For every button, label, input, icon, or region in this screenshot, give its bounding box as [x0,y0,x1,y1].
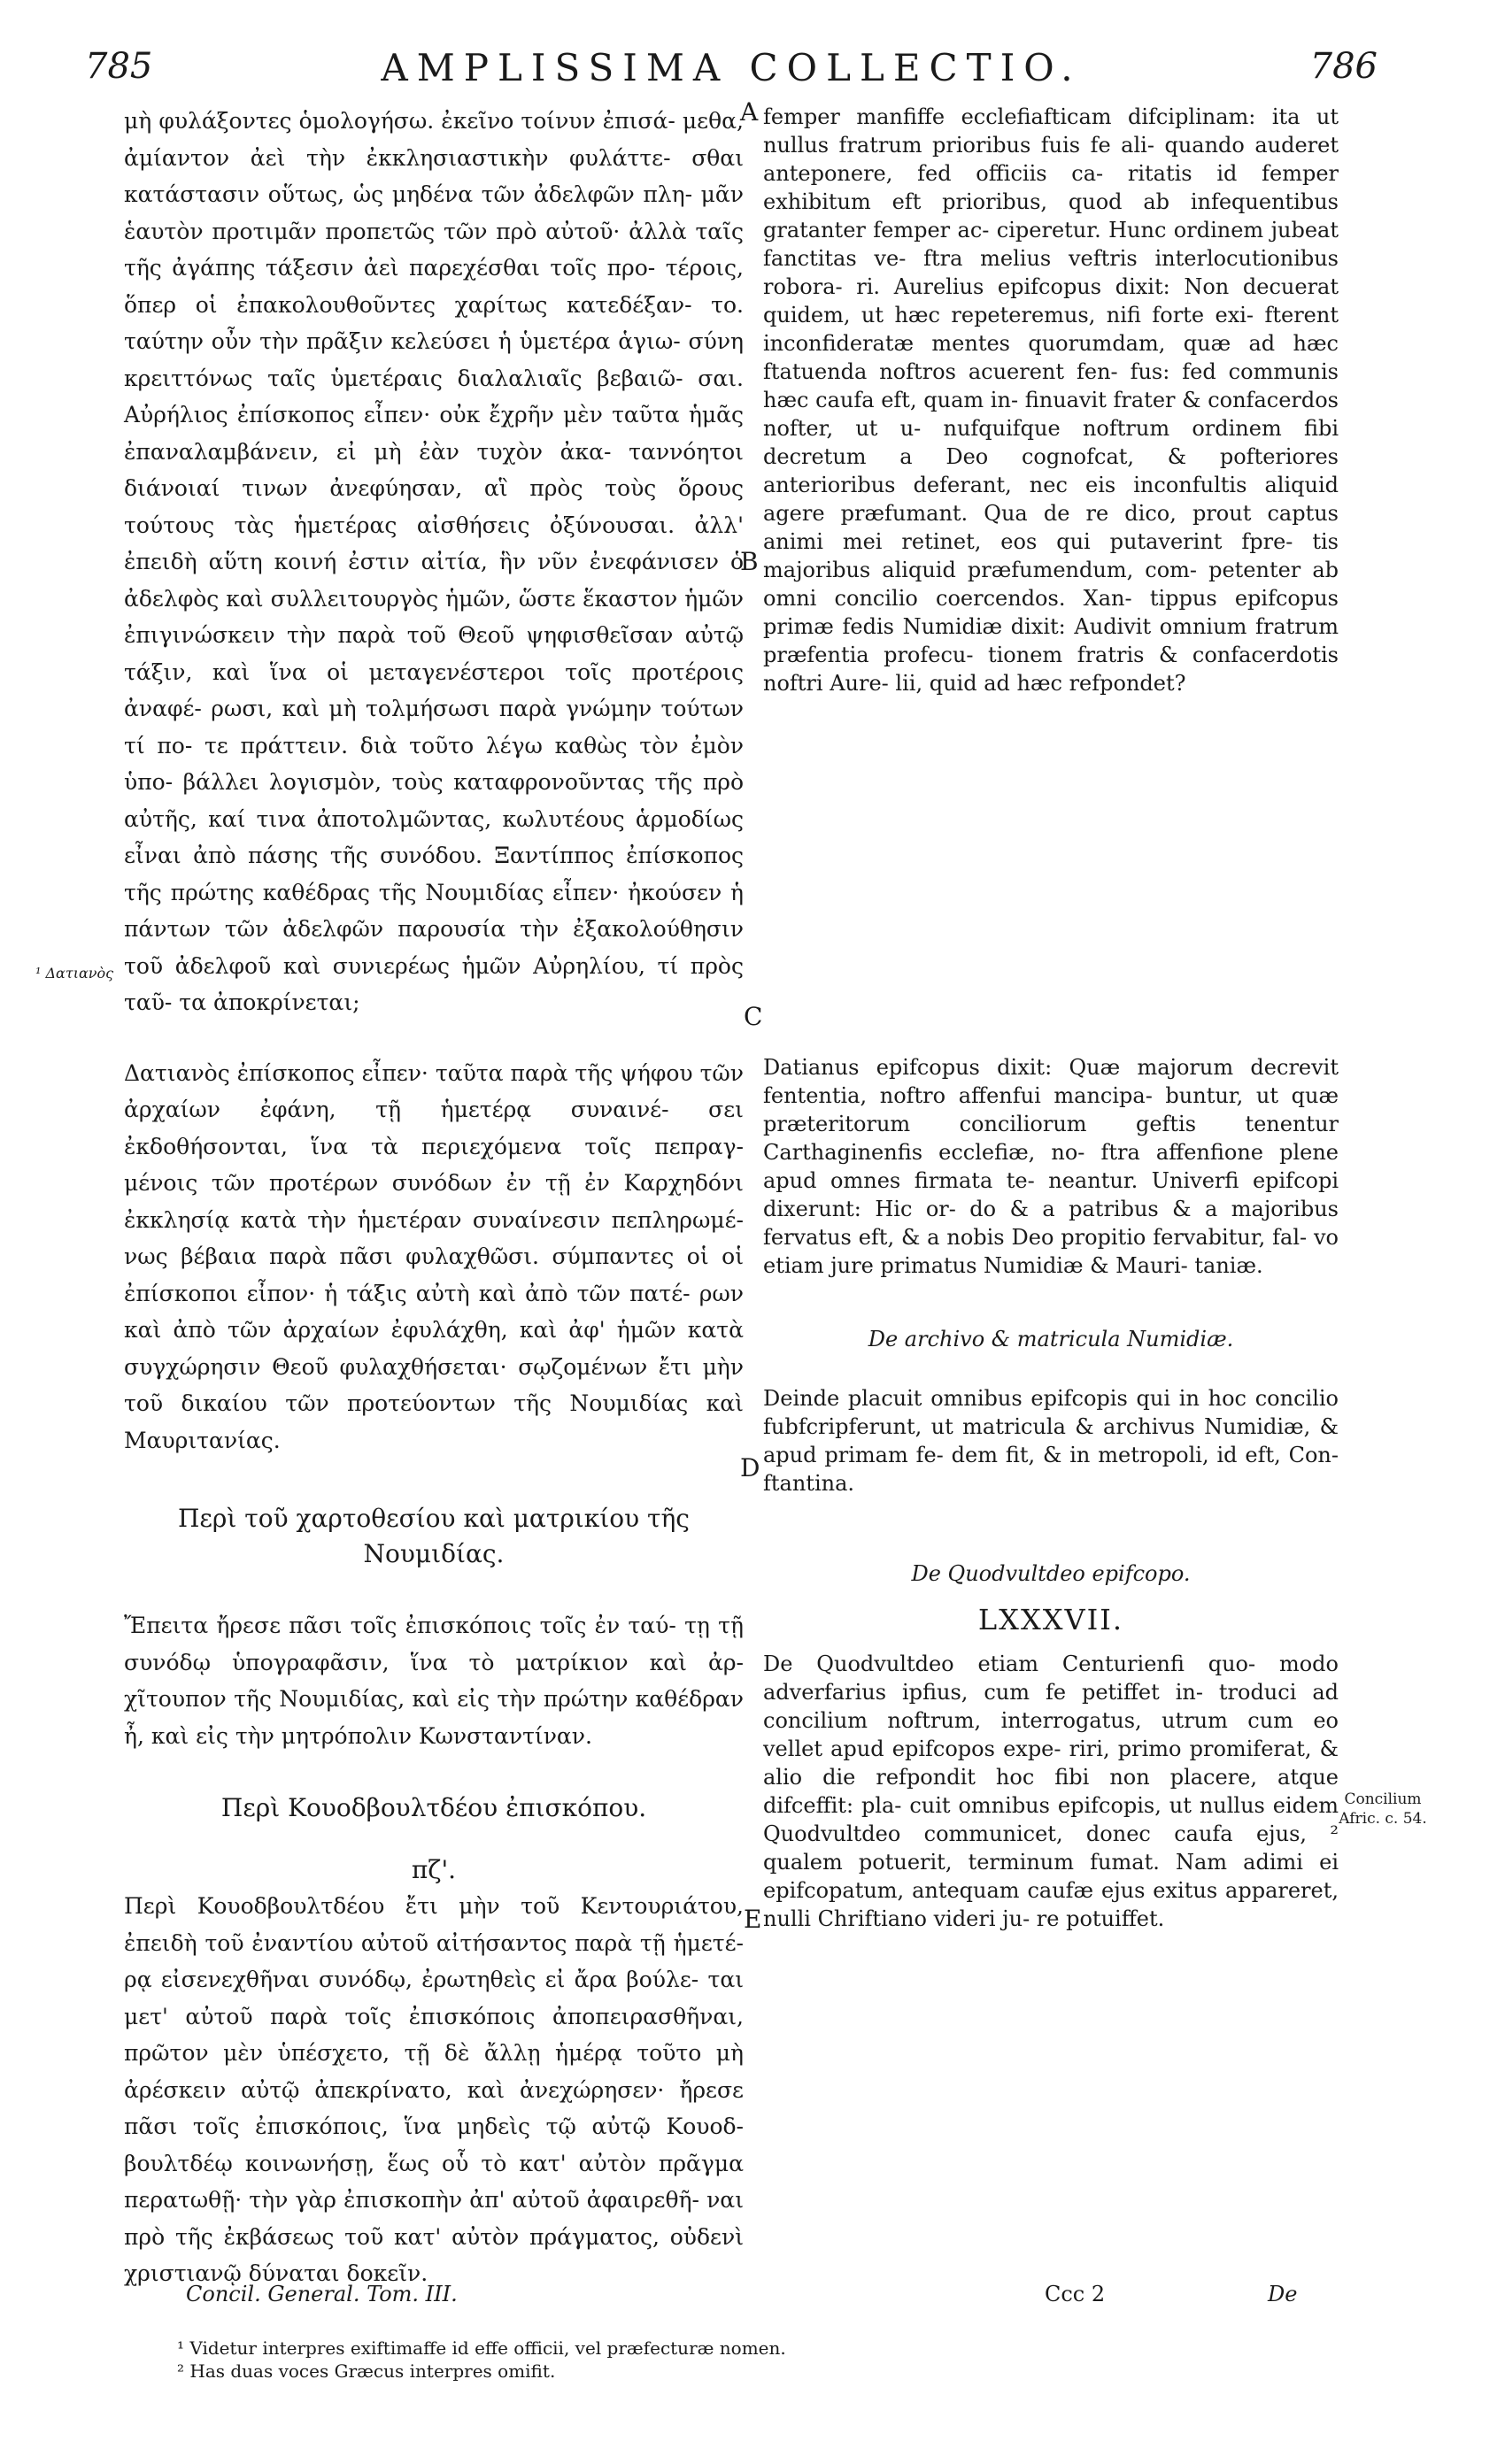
page-footer [186,2282,1301,2317]
margin-letter-b: B [740,547,759,576]
latin-paragraph-4: De Quodvultdeo etiam Centurienfi quo- modo adverfarius ipfius, cum fe petiffet in- troduci ad concilium noftrum, interrogatus, utrum cum eo vellet apud epifcopos expe- riri, primo promiferat, & alio die refpondit hoc fibi non placere, atque difceffit: pla- cuit omnibus epifcopis, ut nullus eidem Quodvultdeo communicet, donec caufa ejus, ² qualem potuerit, terminum fumat. Nam adimi ei epifcopatum, antequam caufæ ejus exitus appareret, nulli Chriftiano videri ju- re potuiffet. [763,1652,1339,1931]
margin-letter-c: C [744,1002,763,1031]
latin-heading-quodvultdeus: De Quodvultdeo epifcopo. [911,1561,1191,1586]
catchword: De [1268,2282,1298,2306]
greek-column [124,103,744,2292]
latin-spacer-2 [763,1280,1339,1326]
page-header [85,46,1378,99]
signature-left: Concil. General. Tom. III. [186,2282,458,2306]
margin-letter-e: E [744,1905,762,1934]
greek-canon-number: πζ'. [411,1854,457,1884]
greek-heading-archive: Περὶ τοῦ χαρτοθεσίου καὶ ματρικίου τῆς Νουμιδίας. [178,1504,690,1568]
margin-letter-a: A [740,97,759,127]
latin-spacer [763,697,1339,1053]
latin-heading-archive: De archivo & matricula Numidiæ. [868,1327,1234,1351]
signature-mark: Ccc 2 [1045,2282,1106,2306]
latin-column [763,103,1339,1933]
latin-paragraph-3: Deinde placuit omnibus epifcopis qui in hoc concilio fubfcripferunt, ut matricula & archivus Numidiæ, & apud primam fe- dem fit, & in metropoli, id eft, Con- ftantina. [763,1386,1339,1496]
greek-heading-quodvultdeus: Περὶ Κουοδβουλτδέου ἐπισκόπου. [220,1793,647,1822]
greek-paragraph-3: Ἔπειτα ἤρεσε πᾶσι τοῖς ἐπισκόποις τοῖς ἐν ταύ- τῃ τῇ συνόδῳ ὑπογραφᾶσιν, ἵνα τὸ ματρίκιον καὶ ἀρ- χῖτουπον τῆς Νουμιδίας, καὶ εἰς τὴν πρώτην καθέδραν ἦ, καὶ εἰς τὴν μητρόπολιν Κωνσταντίναν. [124,1613,744,1749]
page-number-left: 785 [85,46,153,87]
margin-letter-d: D [740,1453,760,1482]
latin-paragraph-2: Datianus epifcopus dixit: Quæ majorum decrevit fententia, noftro affenfui mancipa- buntur, ut quæ præteritorum conciliorum geftis tenentur Carthaginenfis ecclefiæ, no- ftra affenfione plene apud omnes firmata te- neantur. Univerfi epifcopi dixerunt: Hic or- do & a patribus & a majoribus fervatus eft, & a nobis Deo propitio fervabitur, fal- vo etiam jure primatus Numidiæ & Mauri- taniæ. [763,1055,1339,1278]
footnote-2: ² Has duas voces Græcus interpres omifit. [177,2360,556,2382]
greek-paragraph-4: Περὶ Κουοδβουλτδέου ἔτι μὴν τοῦ Κεντουριάτου, ἐπειδὴ τοῦ ἐναντίου αὐτοῦ αἰτήσαντος παρὰ τῇ ἡμετέ- ρᾳ εἰσενεχθῆναι συνόδῳ, ἐρωτηθεὶς εἰ ἄρα βούλε- ται μετ' αὐτοῦ παρὰ τοῖς ἐπισκόποις ἀποπειρασθῆναι, πρῶτον μὲν ὑπέσχετο, τῇ δὲ ἄλλῃ ἡμέρᾳ τοῦτο μὴ ἀρέσκειν αὐτῷ ἀπεκρίνατο, καὶ ἀνεχώρησεν· ἤρεσε πᾶσι τοῖς ἐπισκόποις, ἵνα μηδεὶς τῷ αὐτῷ Κουοδ- βουλτδέῳ κοινωνήσῃ, ἕως οὗ τὸ κατ' αὐτὸν πρᾶγμα περατωθῇ· τὴν γὰρ ἐπισκοπὴν ἀπ' αὐτοῦ ἀφαιρεθῆ- ναι πρὸ τῆς ἐκβάσεως τοῦ κατ' αὐτὸν πράγματος, οὐδενὶ χριστιανῷ δύναται δοκεῖν. [124,1893,744,2286]
latin-paragraph-1: femper manfiffe ecclefiafticam difciplinam: ita ut nullus fratrum prioribus fuis fe ali- quando auderet anteponere, fed officiis ca- ritatis id femper exhibitum eft prioribus, quod ab infequentibus gratanter femper ac- ciperetur. Hunc ordinem jubeat fanctitas ve- ftra melius veftris interlocutionibus robora- ri. Aurelius epifcopus dixit: Non decuerat quidem, ut hæc repeteremus, nifi forte exi- fterent inconfideratæ mentes quorumdam, quæ ad hæc ftatuenda noftros acuerent fen- fus: fed communis hæc caufa eft, quam in- finuavit frater & confacerdos nofter, ut u- nufquifque noftrum ordinem fibi decretum a Deo cognofcat, & pofteriores anterioribus deferant, nec eis inconfultis aliquid agere præfumant. Qua de re dico, prout captus animi mei retinet, eos qui putaverint fpre- tis majoribus aliquid præfumendum, com- petenter ab omni concilio coercendos. Xan- tippus epifcopus primæ fedis Numidiæ dixit: Audivit omnium fratrum præfentia profecu- tionem fratris & confacerdotis noftri Aure- lii, quid ad hæc refpondet? [763,104,1339,696]
greek-paragraph-2: Δατιανὸς ἐπίσκοπος εἶπεν· ταῦτα παρὰ τῆς ψήφου τῶν ἀρχαίων ἐφάνη, τῇ ἡμετέρᾳ συναινέ- σει ἐκδοθήσονται, ἵνα τὰ περιεχόμενα τοῖς πεπραγ- μένοις τῶν προτέρων συνόδων ἐν τῇ ἐν Καρχηδόνι ἐκκλησίᾳ κατὰ τὴν ἡμετέραν συναίνεσιν πεπληρωμέ- νως βέβαια παρὰ πᾶσι φυλαχθῶσι. σύμπαντες οἱ οἱ ἐπίσκοποι εἶπον· ἡ τάξις αὐτὴ καὶ ἀπὸ τῶν πατέ- ρων καὶ ἀπὸ τῶν ἀρχαίων ἐφυλάχθη, καὶ ἀφ' ἡμῶν κατὰ συγχώρησιν Θεοῦ φυλαχθήσεται· σῳζομένων ἔτι μὴν τοῦ δικαίου τῶν προτεύοντων τῆς Νουμιδίας καὶ Μαυριτανίας. [124,1059,744,1453]
side-note-left: ¹ Δατιανὸς [35,965,114,982]
footnotes [177,2337,786,2383]
running-title: AMPLISSIMA COLLECTIO. [381,46,1082,89]
side-note-right: Concilium Afric. c. 54. [1339,1790,1427,1828]
page-number-right: 786 [1309,46,1378,87]
greek-spacer [124,1021,744,1055]
greek-paragraph-1: μὴ φυλάξοντες ὁμολογήσω. ἐκεῖνο τοίνυν ἐπισά- μεθα, ἀμίαντον ἀεὶ τὴν ἐκκλησιαστικὴν φυλάττε- σθαι κατάστασιν οὕτως, ὡς μηδένα τῶν ἀδελφῶν πλη- μᾶν ἑαυτὸν προτιμᾶν προπετῶς τῶν πρὸ αὐτοῦ· ἀλλὰ ταῖς τῆς ἀγάπης τάξεσιν ἀεὶ παρεχέσθαι τοῖς προ- τέροις, ὅπερ οἱ ἐπακολουθοῦντες χαρίτως κατεδέξαν- το. ταύτην οὖν τὴν πρᾶξιν κελεύσει ἡ ὑμετέρα ἁγιω- σύνη κρειττόνως ταῖς ὑμετέραις διαλαλιαῖς βεβαιῶ- σαι. Αὐρήλιος ἐπίσκοπος εἶπεν· οὐκ ἔχρῆν μὲν ταῦτα ἡμᾶς ἐπαναλαμβάνειν, εἰ μὴ ἐὰν τυχὸν ἀκα- ταννόητοι διάνοιαί τινων ἀνεφύησαν, αἳ πρὸς τοὺς ὅρους τούτους τὰς ἡμετέρας αἰσθήσεις ὀξύνουσαι. ἀλλ' ἐπειδὴ αὕτη κοινή ἐστιν αἰτία, ἣν νῦν ἐνεφάνισεν ὁ ἀδελφὸς καὶ συλλειτουργὸς ἡμῶν, ὥστε ἕκαστον ἡμῶν ἐπιγινώσκειν τὴν παρὰ τοῦ Θεοῦ ψηφισθεῖσαν αὐτῷ τάξιν, καὶ ἵνα οἱ μεταγενέστεροι τοῖς προτέροις ἀναφέ- ρωσι, καὶ μὴ τολμήσωσι παρὰ γνώμην τούτων τί πο- τε πράττειν. διὰ τοῦτο λέγω καθὼς τὸν ἐμὸν ὑπο- βάλλει λογισμὸν, τοὺς καταφρονοῦντας τῆς πρὸ αὐτῆς, καί τινα ἀποτολμῶντας, κωλυτέους ἁρμοδίως εἶναι ἀπὸ πάσης τῆς συνόδου. Ξαντίππος ἐπίσκοπος τῆς πρώτης καθέδρας τῆς Νουμιδίας εἶπεν· ἠκούσεν ἡ πάντων τῶν ἀδελφῶν παρουσία τὴν ἐξακολούθησιν τοῦ ἀδελφοῦ καὶ συνιερέως ἡμῶν Αὐρηλίου, τί πρὸς ταῦ- τα ἀποκρίνεται; [124,108,744,1015]
latin-canon-number: LXXXVII. [977,1603,1124,1636]
footnote-1: ¹ Videtur interpres exiftimaffe id effe officii, vel præfecturæ nomen. [177,2337,786,2359]
